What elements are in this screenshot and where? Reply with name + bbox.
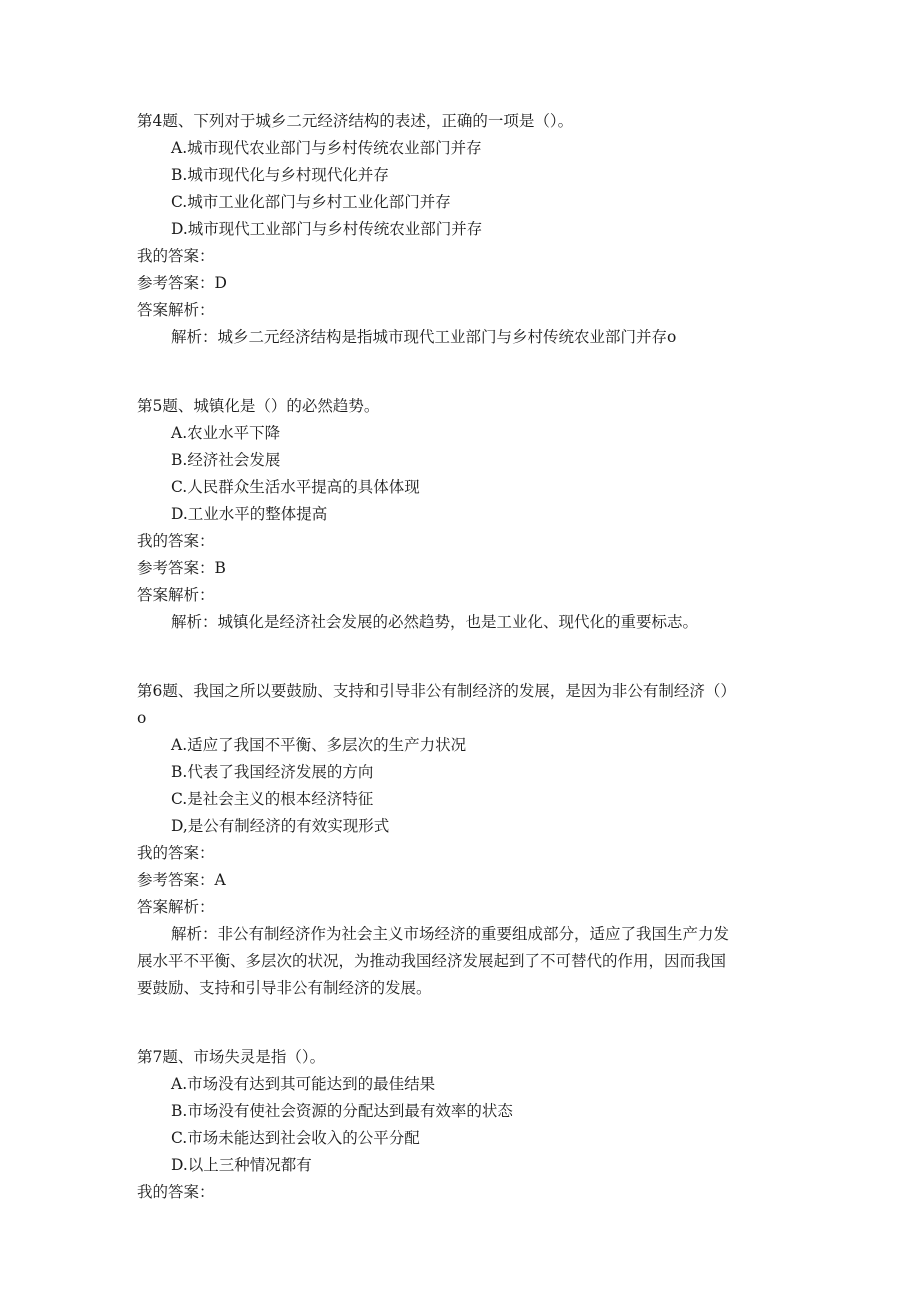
analysis-text-line-1: 解析：非公有制经济作为社会主义市场经济的重要组成部分，适应了我国生产力发 [171, 925, 730, 943]
spacer [137, 351, 792, 393]
option-c: C.市场未能达到社会收入的公平分配 [171, 1129, 420, 1147]
analysis-label: 答案解析： [137, 898, 215, 916]
option-b: B.经济社会发展 [171, 451, 281, 469]
question-6 [137, 678, 792, 1002]
reference-answer: 参考答案：B [137, 559, 226, 577]
option-d: D,是公有制经济的有效实现形式 [171, 817, 390, 835]
option-c: C.城市工业化部门与乡村工业化部门并存 [171, 193, 451, 211]
option-b: B.市场没有使社会资源的分配达到最有效率的状态 [171, 1102, 513, 1120]
my-answer-label: 我的答案： [137, 1183, 215, 1201]
option-b: B.代表了我国经济发展的方向 [171, 763, 374, 781]
question-4 [137, 108, 792, 351]
analysis-text: 解析：城镇化是经济社会发展的必然趋势，也是工业化、现代化的重要标志。 [171, 613, 699, 631]
option-c: C.是社会主义的根本经济特征 [171, 790, 374, 808]
analysis-label: 答案解析： [137, 586, 215, 604]
my-answer-label: 我的答案： [137, 247, 215, 265]
spacer [137, 636, 792, 678]
reference-answer: 参考答案：A [137, 871, 226, 889]
question-title: 第4题、下列对于城乡二元经济结构的表述，正确的一项是（）。 [137, 112, 574, 130]
option-a: A.农业水平下降 [171, 424, 281, 442]
option-a: A.城市现代农业部门与乡村传统农业部门并存 [171, 139, 482, 157]
reference-answer: 参考答案：D [137, 274, 227, 292]
question-title: 第6题、我国之所以要鼓励、支持和引导非公有制经济的发展，是因为非公有制经济（） [137, 682, 736, 700]
option-a: A.市场没有达到其可能达到的最佳结果 [171, 1075, 436, 1093]
option-d: D.以上三种情况都有 [171, 1156, 312, 1174]
analysis-text: 解析：城乡二元经济结构是指城市现代工业部门与乡村传统农业部门并存o [171, 328, 677, 346]
option-d: D.工业水平的整体提高 [171, 505, 328, 523]
question-5 [137, 393, 792, 636]
question-title: 第5题、城镇化是（）的必然趋势。 [137, 397, 380, 415]
option-b: B.城市现代化与乡村现代化并存 [171, 166, 389, 184]
analysis-label: 答案解析： [137, 301, 215, 319]
spacer [137, 1002, 792, 1044]
question-title: 第7题、市场失灵是指（）。 [137, 1048, 326, 1066]
question-7 [137, 1044, 792, 1206]
analysis-text-line-3: 要鼓励、支持和引导非公有制经济的发展。 [137, 979, 432, 997]
question-title-continuation: o [137, 709, 147, 727]
option-a: A.适应了我国不平衡、多层次的生产力状况 [171, 736, 467, 754]
my-answer-label: 我的答案： [137, 844, 215, 862]
my-answer-label: 我的答案： [137, 532, 215, 550]
option-d: D.城市现代工业部门与乡村传统农业部门并存 [171, 220, 483, 238]
analysis-text-line-2: 展水平不平衡、多层次的状况，为推动我国经济发展起到了不可替代的作用，因而我国 [137, 952, 727, 970]
option-c: C.人民群众生活水平提高的具体体现 [171, 478, 420, 496]
